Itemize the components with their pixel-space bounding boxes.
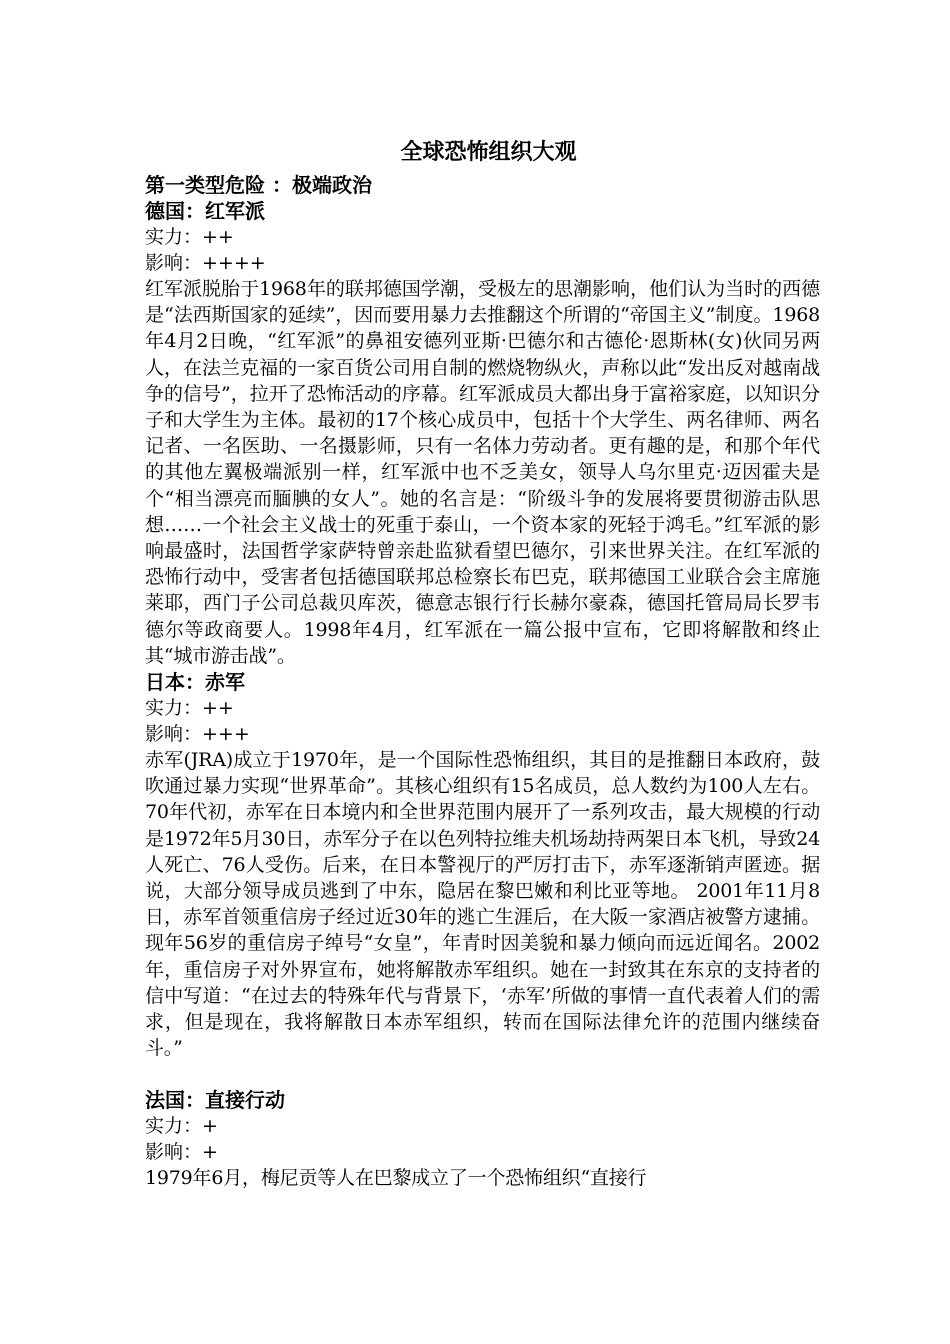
strength-rating: 实力：++ xyxy=(145,226,234,248)
document-title: 全球恐怖组织大观 xyxy=(400,139,577,165)
section-heading: 日本：赤军 xyxy=(145,670,245,695)
section-heading: 法国：直接行动 xyxy=(145,1088,285,1113)
section-body: 赤军(JRA)成立于1970年，是一个国际性恐怖组织，其目的是推翻日本政府，鼓吹通过暴力实现“世界革命”。其核心组织有15名成员，总人数约为100人左右。70年代初，赤军在日本境内和全世界范围内展开了一系列攻击，最大规模的行动是1972年5月30日，赤军分子在以色列特拉维夫机场劫持两架日本飞机，导致24人死亡、76人受伤。后来，在日本警视厅的严厉打击下，赤军逐渐销声匿迹。据说，大部分领导成员逃到了中东，隐居在黎巴嫩和利比亚等地。 2001年11月8日，赤军首领重信房子经过近30年的逃亡生涯后，在大阪一家酒店被警方逮捕。现年56岁的重信房子绰号“女皇”，年青时因美貌和暴力倾向而远近闻名。2002年，重信房子对外界宣布，她将解散赤军组织。她在一封致其在东京的支持者的信中写道：“在过去的特殊年代与背景下，‘赤军’所做的事情一直代表着人们的需求，但是现在，我将解散日本赤军组织，转而在国际法律允许的范围内继续奋斗。” xyxy=(145,749,820,1060)
section-heading: 德国：红军派 xyxy=(145,199,265,223)
strength-rating: 实力：+ xyxy=(145,1115,218,1138)
strength-rating: 实力：++ xyxy=(145,697,234,720)
blank-line xyxy=(145,1061,820,1087)
section-body: 红军派脱胎于1968年的联邦德国学潮，受极左的思潮影响，他们认为当时的西德是“法西斯国家的延续”，因而要用暴力去推翻这个所谓的“帝国主义”制度。1968年4月2日晚，“红军派”的鼻祖安德列亚斯·巴德尔和古德伦·恩斯林(女)伙同另两人，在法兰克福的一家百货公司用自制的燃烧物纵火，声称以此“发出反对越南战争的信号”，拉开了恐怖活动的序幕。红军派成员大都出身于富裕家庭，以知识分子和大学生为主体。最初的17个核心成员中，包括十个大学生、两名律师、两名记者、一名医助、一名摄影师，只有一名体力劳动者。更有趣的是，和那个年代的其他左翼极端派别一样，红军派中也不乏美女，领导人乌尔里克·迈因霍夫是个“相当漂亮而腼腆的女人”。她的名言是：“阶级斗争的发展将要贯彻游击队思想……一个社会主义战士的死重于泰山，一个资本家的死轻于鸿毛。”红军派的影响最盛时，法国哲学家萨特曾亲赴监狱看望巴德尔，引来世界关注。在红军派的恐怖行动中，受害者包括德国联邦总检察长布巴克，联邦德国工业联合会主席施莱耶，西门子公司总裁贝库茨，德意志银行行长赫尔豪森，德国托管局局长罗韦德尔等政商要人。1998年4月，红军派在一篇公报中宣布，它即将解散和终止其“城市游击战”。 xyxy=(145,278,820,667)
section-body: 1979年6月，梅尼贡等人在巴黎成立了一个恐怖组织“直接行 xyxy=(145,1167,647,1190)
section-france xyxy=(145,1087,820,1191)
influence-rating: 影响：+++ xyxy=(145,723,250,746)
category-heading: 第一类型危险 ：极端政治 xyxy=(145,173,372,197)
document-page xyxy=(145,132,820,1192)
section-germany xyxy=(145,198,820,669)
influence-rating: 影响：+ xyxy=(145,1141,218,1164)
section-japan xyxy=(145,669,820,1061)
influence-rating: 影响：++++ xyxy=(145,252,266,274)
